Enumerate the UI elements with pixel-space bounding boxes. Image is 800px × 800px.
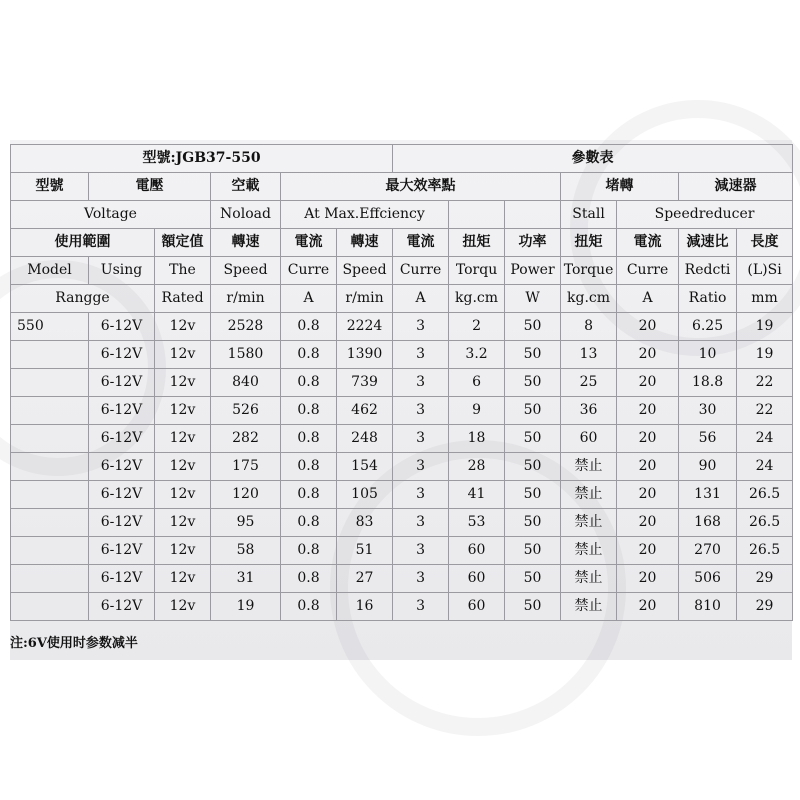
table-cell: 90 xyxy=(679,453,737,481)
table-row xyxy=(11,537,793,565)
table-cell: 1390 xyxy=(337,341,393,369)
table-cell: 24 xyxy=(737,453,793,481)
table-cell: 131 xyxy=(679,481,737,509)
col-unit: r/min xyxy=(337,285,393,313)
group-noload-en: Noload xyxy=(211,201,281,229)
table-cell: 270 xyxy=(679,537,737,565)
table-cell: 20 xyxy=(617,397,679,425)
column-header-units xyxy=(11,285,793,313)
col-unit: Rated xyxy=(155,285,211,313)
table-cell: 175 xyxy=(211,453,281,481)
table-cell: 120 xyxy=(211,481,281,509)
table-cell: 3 xyxy=(393,509,449,537)
table-cell: 0.8 xyxy=(281,593,337,621)
table-cell: 0.8 xyxy=(281,397,337,425)
table-cell: 3 xyxy=(393,453,449,481)
table-cell: 28 xyxy=(449,453,505,481)
col-en: Model xyxy=(11,257,89,285)
table-cell: 3 xyxy=(393,341,449,369)
table-cell: 3 xyxy=(393,313,449,341)
table-cell: 禁止 xyxy=(561,537,617,565)
table-cell: 168 xyxy=(679,509,737,537)
col-en: Torque xyxy=(561,257,617,285)
group-reducer-en: Speedreducer xyxy=(617,201,793,229)
table-cell xyxy=(11,593,89,621)
table-cell: 20 xyxy=(617,565,679,593)
table-cell: 6-12V xyxy=(89,481,155,509)
table-cell: 禁止 xyxy=(561,593,617,621)
table-cell: 154 xyxy=(337,453,393,481)
table-cell: 12v xyxy=(155,313,211,341)
col-en: Power xyxy=(505,257,561,285)
table-cell: 53 xyxy=(449,509,505,537)
table-cell: 50 xyxy=(505,593,561,621)
table-cell: 12v xyxy=(155,593,211,621)
table-cell: 60 xyxy=(449,537,505,565)
col-unit: mm xyxy=(737,285,793,313)
spec-table xyxy=(10,144,793,621)
table-cell: 0.8 xyxy=(281,453,337,481)
group-voltage-en: Voltage xyxy=(11,201,211,229)
table-cell: 12v xyxy=(155,425,211,453)
table-cell: 3 xyxy=(393,565,449,593)
group-noload: 空載 xyxy=(211,173,281,201)
table-cell: 18 xyxy=(449,425,505,453)
table-cell: 2 xyxy=(449,313,505,341)
table-cell: 810 xyxy=(679,593,737,621)
table-cell: 19 xyxy=(211,593,281,621)
table-cell: 16 xyxy=(337,593,393,621)
table-cell: 0.8 xyxy=(281,313,337,341)
group-row-cn xyxy=(11,173,793,201)
group-row-en xyxy=(11,201,793,229)
table-cell xyxy=(11,341,89,369)
table-cell: 50 xyxy=(505,425,561,453)
table-cell: 3 xyxy=(393,537,449,565)
table-cell: 18.8 xyxy=(679,369,737,397)
blank-cell xyxy=(449,201,505,229)
table-cell: 20 xyxy=(617,537,679,565)
table-cell: 20 xyxy=(617,425,679,453)
table-cell: 840 xyxy=(211,369,281,397)
table-cell: 12v xyxy=(155,341,211,369)
col-unit: Rangge xyxy=(11,285,155,313)
table-cell xyxy=(11,397,89,425)
table-cell: 526 xyxy=(211,397,281,425)
table-cell: 51 xyxy=(337,537,393,565)
col-en: Speed xyxy=(211,257,281,285)
col-cn: 減速比 xyxy=(679,229,737,257)
group-max-eff: 最大效率點 xyxy=(281,173,561,201)
table-cell: 19 xyxy=(737,313,793,341)
table-cell: 6-12V xyxy=(89,369,155,397)
table-cell: 1580 xyxy=(211,341,281,369)
table-cell: 6 xyxy=(449,369,505,397)
table-cell: 29 xyxy=(737,593,793,621)
column-header-cn xyxy=(11,229,793,257)
table-cell: 6-12V xyxy=(89,341,155,369)
table-cell: 60 xyxy=(449,565,505,593)
col-en: Curre xyxy=(617,257,679,285)
table-cell: 6-12V xyxy=(89,537,155,565)
table-cell: 25 xyxy=(561,369,617,397)
table-cell: 12v xyxy=(155,565,211,593)
table-cell: 6-12V xyxy=(89,453,155,481)
table-cell: 50 xyxy=(505,313,561,341)
table-cell: 22 xyxy=(737,369,793,397)
col-cn: 轉速 xyxy=(211,229,281,257)
spec-sheet xyxy=(10,140,792,660)
table-cell: 6-12V xyxy=(89,425,155,453)
table-cell xyxy=(11,425,89,453)
table-cell: 20 xyxy=(617,509,679,537)
table-cell: 105 xyxy=(337,481,393,509)
col-cn: 功率 xyxy=(505,229,561,257)
table-cell: 禁止 xyxy=(561,453,617,481)
table-cell: 0.8 xyxy=(281,341,337,369)
table-cell: 50 xyxy=(505,369,561,397)
table-cell: 50 xyxy=(505,453,561,481)
table-cell: 58 xyxy=(211,537,281,565)
col-en: Curre xyxy=(393,257,449,285)
table-cell: 0.8 xyxy=(281,481,337,509)
table-cell: 20 xyxy=(617,481,679,509)
table-row xyxy=(11,593,793,621)
col-cn: 電流 xyxy=(393,229,449,257)
col-en: Curre xyxy=(281,257,337,285)
group-stall-en: Stall xyxy=(561,201,617,229)
col-unit: kg.cm xyxy=(561,285,617,313)
table-cell: 20 xyxy=(617,341,679,369)
table-cell: 248 xyxy=(337,425,393,453)
table-cell: 6-12V xyxy=(89,565,155,593)
table-cell: 26.5 xyxy=(737,537,793,565)
table-cell: 9 xyxy=(449,397,505,425)
column-header-en xyxy=(11,257,793,285)
table-cell: 60 xyxy=(449,593,505,621)
table-row xyxy=(11,453,793,481)
table-cell: 3 xyxy=(393,593,449,621)
table-cell: 50 xyxy=(505,509,561,537)
table-cell: 50 xyxy=(505,537,561,565)
table-cell: 3 xyxy=(393,425,449,453)
col-cn: 電流 xyxy=(281,229,337,257)
param-title: 參數表 xyxy=(393,145,793,173)
table-row xyxy=(11,341,793,369)
table-cell: 83 xyxy=(337,509,393,537)
table-cell: 6.25 xyxy=(679,313,737,341)
table-cell: 56 xyxy=(679,425,737,453)
col-en: Speed xyxy=(337,257,393,285)
table-cell: 禁止 xyxy=(561,509,617,537)
col-unit: kg.cm xyxy=(449,285,505,313)
col-en: Using xyxy=(89,257,155,285)
table-cell: 282 xyxy=(211,425,281,453)
table-row xyxy=(11,425,793,453)
table-cell: 禁止 xyxy=(561,481,617,509)
table-cell: 550 xyxy=(11,313,89,341)
table-cell: 10 xyxy=(679,341,737,369)
table-cell: 6-12V xyxy=(89,509,155,537)
table-cell: 22 xyxy=(737,397,793,425)
col-unit: r/min xyxy=(211,285,281,313)
table-cell: 禁止 xyxy=(561,565,617,593)
table-cell: 12v xyxy=(155,369,211,397)
table-cell: 20 xyxy=(617,369,679,397)
footnote: 注:6V使用时参数减半 xyxy=(10,636,138,651)
table-cell: 739 xyxy=(337,369,393,397)
col-unit: Ratio xyxy=(679,285,737,313)
table-cell: 12v xyxy=(155,453,211,481)
table-cell: 6-12V xyxy=(89,313,155,341)
table-cell xyxy=(11,509,89,537)
table-cell: 20 xyxy=(617,313,679,341)
table-row xyxy=(11,397,793,425)
table-cell: 3 xyxy=(393,369,449,397)
table-cell xyxy=(11,481,89,509)
table-cell: 12v xyxy=(155,481,211,509)
table-cell: 0.8 xyxy=(281,425,337,453)
table-cell: 50 xyxy=(505,397,561,425)
col-cn: 扭矩 xyxy=(449,229,505,257)
col-cn: 電流 xyxy=(617,229,679,257)
table-row xyxy=(11,565,793,593)
col-cn: 長度 xyxy=(737,229,793,257)
group-stall: 堵轉 xyxy=(561,173,679,201)
table-row xyxy=(11,369,793,397)
col-en: (L)Si xyxy=(737,257,793,285)
table-cell: 2528 xyxy=(211,313,281,341)
table-cell: 6-12V xyxy=(89,593,155,621)
col-cn: 使用範圍 xyxy=(11,229,155,257)
table-cell xyxy=(11,537,89,565)
table-cell: 0.8 xyxy=(281,565,337,593)
group-voltage: 電壓 xyxy=(89,173,211,201)
table-row xyxy=(11,509,793,537)
table-cell: 462 xyxy=(337,397,393,425)
table-cell: 50 xyxy=(505,565,561,593)
table-cell: 506 xyxy=(679,565,737,593)
model-title: 型號:JGB37-550 xyxy=(11,145,393,173)
title-row xyxy=(11,145,793,173)
table-cell: 41 xyxy=(449,481,505,509)
table-cell: 20 xyxy=(617,453,679,481)
spec-rows xyxy=(11,313,793,621)
col-unit: A xyxy=(617,285,679,313)
col-unit: W xyxy=(505,285,561,313)
table-cell: 24 xyxy=(737,425,793,453)
table-cell: 36 xyxy=(561,397,617,425)
table-cell: 2224 xyxy=(337,313,393,341)
table-cell: 8 xyxy=(561,313,617,341)
table-cell: 0.8 xyxy=(281,509,337,537)
table-cell: 31 xyxy=(211,565,281,593)
watermark-text xyxy=(210,468,221,488)
table-cell xyxy=(11,565,89,593)
col-en: Redcti xyxy=(679,257,737,285)
table-cell: 6-12V xyxy=(89,397,155,425)
table-cell: 95 xyxy=(211,509,281,537)
blank-cell xyxy=(505,201,561,229)
table-cell: 3 xyxy=(393,481,449,509)
col-cn: 扭矩 xyxy=(561,229,617,257)
table-row xyxy=(11,481,793,509)
col-en: Torqu xyxy=(449,257,505,285)
table-cell: 0.8 xyxy=(281,369,337,397)
table-cell: 26.5 xyxy=(737,509,793,537)
table-cell: 50 xyxy=(505,481,561,509)
col-en: The xyxy=(155,257,211,285)
table-cell: 12v xyxy=(155,397,211,425)
table-cell xyxy=(11,453,89,481)
table-cell: 13 xyxy=(561,341,617,369)
group-model: 型號 xyxy=(11,173,89,201)
table-cell: 50 xyxy=(505,341,561,369)
table-cell xyxy=(11,369,89,397)
col-unit: A xyxy=(281,285,337,313)
table-cell: 29 xyxy=(737,565,793,593)
table-cell: 20 xyxy=(617,593,679,621)
group-reducer: 減速器 xyxy=(679,173,793,201)
table-cell: 0.8 xyxy=(281,537,337,565)
table-cell: 19 xyxy=(737,341,793,369)
group-max-eff-en: At Max.Effciency xyxy=(281,201,449,229)
table-cell: 26.5 xyxy=(737,481,793,509)
col-cn: 額定值 xyxy=(155,229,211,257)
col-unit: A xyxy=(393,285,449,313)
col-cn: 轉速 xyxy=(337,229,393,257)
table-cell: 60 xyxy=(561,425,617,453)
table-row xyxy=(11,313,793,341)
table-cell: 27 xyxy=(337,565,393,593)
table-cell: 3 xyxy=(393,397,449,425)
table-cell: 30 xyxy=(679,397,737,425)
table-cell: 12v xyxy=(155,537,211,565)
table-cell: 3.2 xyxy=(449,341,505,369)
table-cell: 12v xyxy=(155,509,211,537)
